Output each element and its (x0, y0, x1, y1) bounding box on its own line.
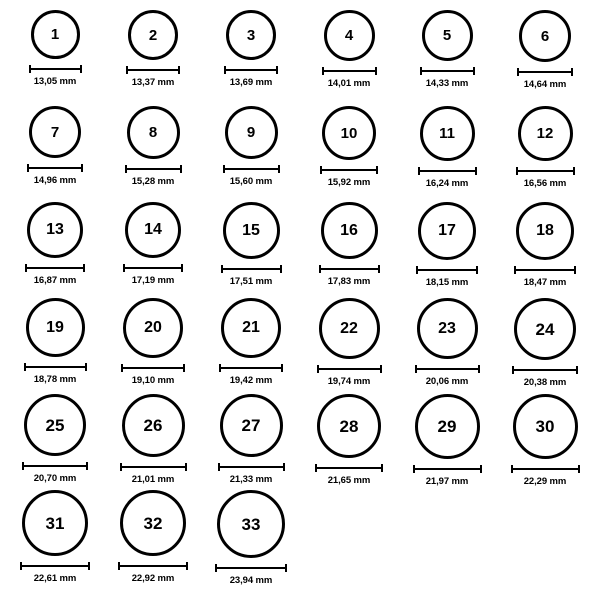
ring-size-cell (7, 394, 103, 490)
ring-size-number: 2 (148, 26, 158, 44)
ring-size-cell (301, 10, 397, 106)
ring-size-number: 26 (143, 416, 163, 435)
ring-size-cell (105, 298, 201, 394)
ring-size-cell (105, 202, 201, 298)
ring-circle (418, 202, 476, 260)
ring-circle (321, 202, 378, 259)
ring-diameter-label: 17,83 mm (327, 276, 371, 287)
ring-size-number: 20 (144, 319, 162, 336)
ring-measure (223, 165, 280, 187)
ring-circle (29, 106, 81, 158)
ring-circle (226, 10, 276, 60)
caliper-icon (315, 464, 383, 472)
ring-size-number: 24 (535, 319, 555, 339)
ring-size-number: 4 (344, 27, 354, 44)
caliper-icon (415, 365, 480, 373)
ring-circle (322, 106, 376, 160)
caliper-icon (320, 166, 378, 174)
ring-measure (315, 464, 383, 486)
ring-size-cell (497, 106, 593, 202)
ring-circle (123, 298, 183, 358)
ring-measure (27, 164, 83, 186)
ring-diameter-label: 16,56 mm (523, 178, 567, 189)
ring-diameter-label: 22,29 mm (523, 476, 567, 487)
ring-circle (422, 10, 473, 61)
caliper-icon (24, 363, 87, 371)
ring-size-cell (399, 394, 495, 490)
ring-circle (319, 298, 380, 359)
ring-diameter-label: 13,69 mm (229, 77, 273, 88)
caliper-icon (219, 364, 283, 372)
ring-circle (220, 394, 283, 457)
ring-diameter-label: 14,01 mm (327, 78, 371, 89)
ring-size-cell (203, 298, 299, 394)
caliper-icon (215, 564, 287, 572)
ring-measure (121, 364, 185, 386)
ring-circle (31, 10, 80, 59)
ring-size-cell (399, 10, 495, 106)
ring-measure (514, 266, 576, 288)
ring-size-number: 31 (45, 513, 65, 533)
ring-diameter-label: 14,96 mm (33, 175, 77, 186)
caliper-icon (511, 465, 580, 473)
ring-diameter-label: 15,92 mm (327, 177, 371, 188)
ring-size-cell (301, 202, 397, 298)
ring-size-cell (105, 106, 201, 202)
caliper-icon (322, 67, 377, 75)
ring-size-cell (7, 298, 103, 394)
ring-measure (320, 166, 378, 188)
ring-circle (122, 394, 185, 457)
caliper-icon (512, 366, 578, 374)
ring-size-cell (203, 202, 299, 298)
caliper-icon (418, 167, 477, 175)
caliper-icon (25, 264, 85, 272)
ring-circle (225, 106, 278, 159)
ring-size-number: 11 (439, 125, 455, 142)
ring-size-cell (7, 106, 103, 202)
ring-diameter-label: 16,87 mm (33, 275, 77, 286)
caliper-icon (223, 165, 280, 173)
ring-size-cell (301, 298, 397, 394)
ring-diameter-label: 21,65 mm (327, 475, 371, 486)
caliper-icon (514, 266, 576, 274)
ring-size-number: 7 (50, 123, 60, 141)
ring-size-number: 19 (46, 318, 64, 336)
ring-circle (223, 202, 280, 259)
ring-measure (317, 365, 382, 387)
ring-size-cell (105, 394, 201, 490)
ring-circle (27, 202, 83, 258)
ring-size-cell (497, 394, 593, 490)
ring-size-number: 12 (536, 125, 554, 142)
ring-circle (516, 202, 574, 260)
ring-measure (118, 562, 188, 584)
ring-measure (25, 264, 85, 286)
ring-diameter-label: 21,01 mm (131, 474, 175, 485)
ring-diameter-label: 22,61 mm (33, 573, 77, 584)
ring-size-number: 32 (143, 513, 163, 533)
ring-diameter-label: 18,78 mm (33, 374, 77, 385)
ring-size-cell (497, 298, 593, 394)
caliper-icon (218, 463, 285, 471)
ring-diameter-label: 18,15 mm (425, 277, 469, 288)
caliper-icon (22, 462, 88, 470)
ring-measure (511, 465, 580, 487)
ring-measure (29, 65, 82, 87)
caliper-icon (221, 265, 282, 273)
caliper-icon (319, 265, 380, 273)
ring-measure (322, 67, 377, 89)
ring-size-grid (6, 10, 594, 586)
ring-size-number: 30 (535, 417, 555, 436)
ring-size-number: 15 (242, 221, 260, 239)
ring-size-number: 21 (242, 319, 260, 336)
ring-diameter-label: 17,19 mm (131, 275, 175, 286)
ring-measure (120, 463, 187, 485)
ring-circle (317, 394, 381, 458)
ring-measure (415, 365, 480, 387)
ring-circle (324, 10, 375, 61)
caliper-icon (413, 465, 482, 473)
caliper-icon (125, 165, 182, 173)
ring-size-number: 1 (50, 26, 60, 43)
ring-measure (24, 363, 87, 385)
ring-measure (219, 364, 283, 386)
ring-measure (126, 66, 180, 88)
ring-size-cell (497, 202, 593, 298)
ring-measure (512, 366, 578, 388)
ring-circle (128, 10, 178, 60)
ring-measure (20, 562, 90, 584)
ring-size-number: 16 (340, 221, 358, 239)
ring-circle (415, 394, 480, 459)
ring-diameter-label: 13,37 mm (131, 77, 175, 88)
ring-circle (217, 490, 285, 558)
caliper-icon (224, 66, 278, 74)
ring-measure (123, 264, 183, 286)
ring-measure (516, 167, 575, 189)
ring-diameter-label: 20,06 mm (425, 376, 469, 387)
ring-diameter-label: 19,74 mm (327, 376, 371, 387)
caliper-icon (120, 463, 187, 471)
ring-circle (514, 298, 576, 360)
caliper-icon (517, 68, 573, 76)
ring-diameter-label: 14,33 mm (425, 78, 469, 89)
ring-circle (417, 298, 478, 359)
ring-circle (221, 298, 281, 358)
ring-size-number: 6 (540, 27, 550, 45)
ring-diameter-label: 21,33 mm (229, 474, 273, 485)
ring-diameter-label: 15,28 mm (131, 176, 175, 187)
ring-size-cell (7, 490, 103, 586)
ring-size-cell (399, 202, 495, 298)
ring-diameter-label: 15,60 mm (229, 176, 273, 187)
ring-measure (517, 68, 573, 90)
ring-size-cell (399, 298, 495, 394)
ring-measure (416, 266, 478, 288)
ring-size-number: 10 (340, 124, 358, 142)
ring-measure (22, 462, 88, 484)
ring-diameter-label: 22,92 mm (131, 573, 175, 584)
ring-size-number: 29 (437, 417, 457, 436)
caliper-icon (118, 562, 188, 570)
ring-size-cell (301, 394, 397, 490)
ring-circle (26, 298, 85, 357)
ring-size-cell (105, 10, 201, 106)
ring-circle (513, 394, 578, 459)
ring-circle (127, 106, 180, 159)
caliper-icon (317, 365, 382, 373)
ring-size-cell (7, 202, 103, 298)
caliper-icon (121, 364, 185, 372)
ring-measure (218, 463, 285, 485)
ring-size-number: 33 (241, 514, 261, 534)
ring-measure (418, 167, 477, 189)
ring-size-number: 17 (438, 222, 456, 239)
ring-diameter-label: 16,24 mm (425, 178, 469, 189)
ring-size-number: 5 (442, 27, 452, 44)
ring-measure (224, 66, 278, 88)
caliper-icon (27, 164, 83, 172)
ring-diameter-label: 14,64 mm (523, 79, 567, 90)
ring-size-cell (203, 106, 299, 202)
ring-circle (22, 490, 88, 556)
ring-size-number: 25 (45, 415, 65, 435)
ring-size-cell (301, 106, 397, 202)
ring-size-cell (399, 106, 495, 202)
ring-size-number: 14 (144, 221, 162, 238)
ring-size-cell (203, 10, 299, 106)
ring-diameter-label: 20,70 mm (33, 473, 77, 484)
ring-size-cell (203, 490, 299, 586)
caliper-icon (416, 266, 478, 274)
ring-size-cell (203, 394, 299, 490)
ring-diameter-label: 20,38 mm (523, 377, 567, 388)
ring-size-number: 13 (46, 221, 64, 238)
caliper-icon (20, 562, 90, 570)
ring-diameter-label: 18,47 mm (523, 277, 567, 288)
ring-circle (125, 202, 181, 258)
ring-diameter-label: 21,97 mm (425, 476, 469, 487)
ring-size-number: 22 (340, 319, 358, 337)
caliper-icon (29, 65, 82, 73)
caliper-icon (126, 66, 180, 74)
ring-size-cell (497, 10, 593, 106)
ring-size-number: 9 (246, 124, 256, 141)
ring-circle (519, 10, 571, 62)
ring-size-number: 27 (241, 416, 261, 435)
ring-circle (120, 490, 186, 556)
ring-size-number: 18 (536, 222, 554, 239)
ring-size-number: 3 (246, 26, 256, 44)
ring-diameter-label: 17,51 mm (229, 276, 273, 287)
ring-size-cell (105, 490, 201, 586)
ring-diameter-label: 23,94 mm (229, 575, 273, 586)
ring-diameter-label: 19,42 mm (229, 375, 273, 386)
ring-size-number: 8 (148, 124, 158, 141)
ring-size-number: 28 (339, 416, 359, 436)
ring-diameter-label: 19,10 mm (131, 375, 175, 386)
caliper-icon (420, 67, 475, 75)
ring-measure (125, 165, 182, 187)
caliper-icon (123, 264, 183, 272)
ring-size-cell (7, 10, 103, 106)
ring-circle (420, 106, 475, 161)
ring-measure (221, 265, 282, 287)
ring-circle (518, 106, 573, 161)
caliper-icon (516, 167, 575, 175)
ring-circle (24, 394, 86, 456)
ring-measure (413, 465, 482, 487)
ring-diameter-label: 13,05 mm (33, 76, 77, 87)
ring-measure (319, 265, 380, 287)
ring-measure (420, 67, 475, 89)
ring-measure (215, 564, 287, 586)
ring-size-number: 23 (438, 319, 456, 337)
